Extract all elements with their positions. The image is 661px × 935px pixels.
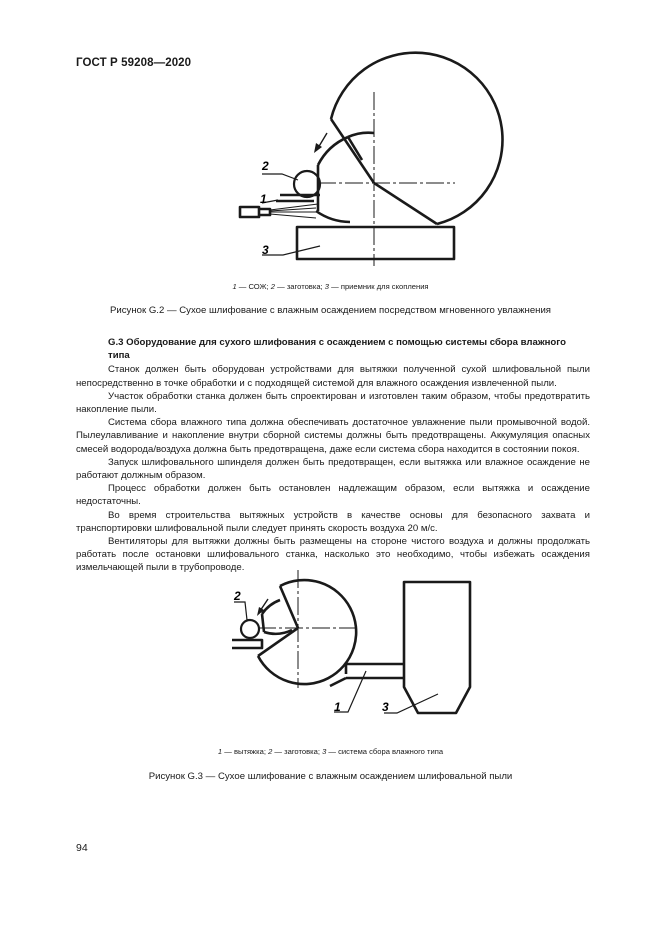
figure-g2-legend: 1 — СОЖ; 2 — заготовка; 3 — приемник для скопления — [232, 282, 429, 291]
paragraph: Вентиляторы для вытяжки должны быть размещены на стороне чистого воздуха и должны продолжать работать после остановки шлифовального станка, насколько это необходимо, чтобы избежать осаждения измельчающей пыли в трубопроводе. — [76, 536, 590, 574]
paragraph: Система сбора влажного типа должна обеспечивать достаточное увлажнение пыли промывочной водой. Пылеулавливание и накопление внутри сборной системы должны быть предотвращены. Аккумуляция опасных смесей водорода/воздуха должна быть предотвращена, даже если система сбора находится в состоянии покоя. — [76, 417, 590, 455]
figure-g2-label-3: 3 — [262, 243, 269, 257]
document-header: ГОСТ Р 59208—2020 — [76, 57, 192, 69]
section-g3 — [76, 336, 590, 575]
figure-g2-label-1: 1 — [260, 192, 267, 206]
section-heading: G.3 Оборудование для сухого шлифования с осаждением с помощью системы сбора влажного типа — [108, 337, 567, 362]
figure-g2-diagram — [0, 0, 661, 280]
figure-g2-caption: Рисунок G.2 — Сухое шлифование с влажным осаждением посредством мгновенного увлажнения — [109, 305, 552, 316]
figure-g3-diagram — [0, 570, 661, 745]
page-number: 94 — [76, 842, 88, 854]
paragraph: Участок обработки станка должен быть спроектирован и изготовлен таким образом, чтобы предотвратить накопление пыли. — [76, 390, 590, 416]
figure-g3-label-2: 2 — [234, 589, 241, 603]
paragraph: Во время строительства вытяжных устройств в качестве основы для безопасного захвата и транспортировки шлифовальной пыли следует принять скорость воздуха 20 м/с. — [76, 509, 590, 534]
figure-g3-label-1: 1 — [334, 700, 341, 714]
figure-g3-label-3: 3 — [382, 700, 389, 714]
figure-g3-caption: Рисунок G.3 — Сухое шлифование с влажным осаждением шлифовальной пыли — [148, 771, 513, 782]
paragraph: Процесс обработки должен быть остановлен надлежащим образом, если вытяжка и осаждение недостаточны. — [76, 483, 590, 508]
paragraph: Запуск шлифовального шпинделя должен быть предотвращен, если вытяжка или влажное осаждение не работают должным образом. — [76, 456, 590, 482]
paragraph: Станок должен быть оборудован устройствами для вытяжки полученной сухой шлифовальной пыли непосредственно в точке обработки и с подходящей системой для влажного осаждения извлеченной пыли. — [76, 364, 590, 389]
figure-g2-label-2: 2 — [262, 159, 269, 173]
figure-g3-legend: 1 — вытяжка; 2 — заготовка; 3 — система сбора влажного типа — [217, 747, 444, 756]
